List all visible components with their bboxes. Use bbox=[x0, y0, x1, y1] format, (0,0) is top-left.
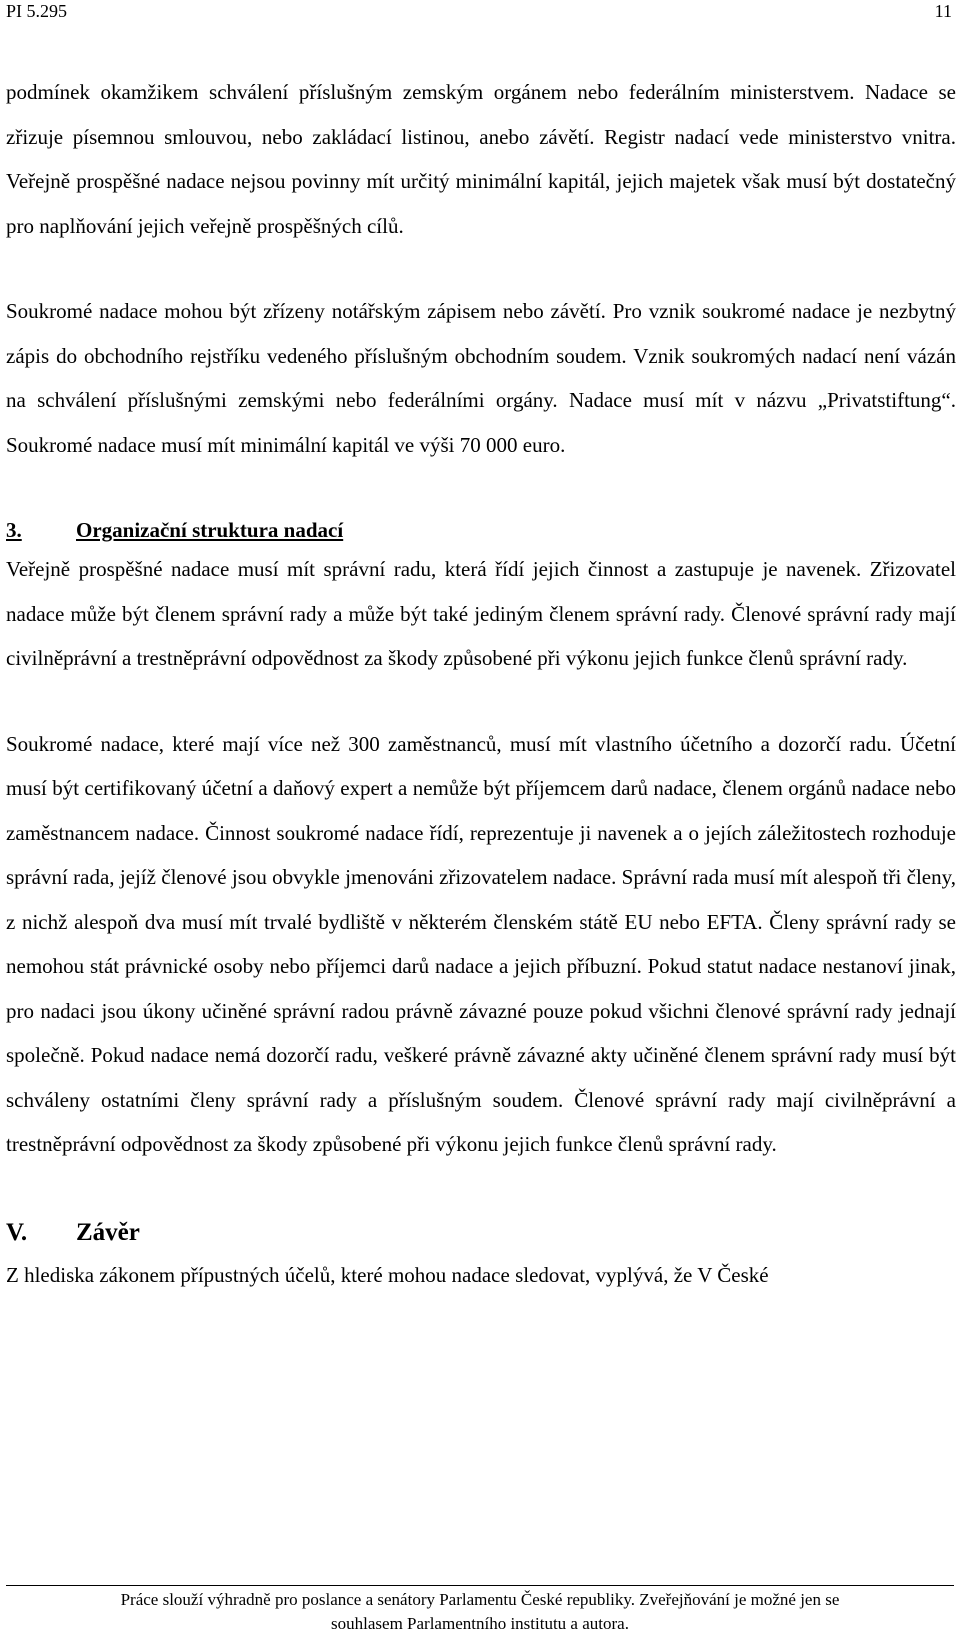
footer-divider bbox=[6, 1585, 954, 1586]
paragraph-board-public: Veřejně prospěšné nadace musí mít správní radu, která řídí jejich činnost a zastupuje je navenek. Zřizovatel nadace může být členem správní rady a může být také jediným členem správní rady. Členové správní rady mají civilněprávní a trestněprávní odpovědnost za škody způsobené při výkonu jejich funkce členů správní rady. bbox=[6, 557, 956, 670]
page-footer bbox=[6, 1588, 954, 1636]
chapter-title: Závěr bbox=[76, 1218, 140, 1246]
chapter-number: V. bbox=[6, 1218, 28, 1246]
section-title: Organizační struktura nadací bbox=[76, 518, 344, 542]
footer-line-2: souhlasem Parlamentního institutu a autora. bbox=[331, 1614, 629, 1633]
paragraph-board-private: Soukromé nadace, které mají více než 300 zaměstnanců, musí mít vlastního účetního a dozorčí radu. Účetní musí být certifikovaný účetní a daňový expert a nemůže být příjemcem darů nadace, členem orgánů nadace nebo zaměstnancem nadace. Činnost soukromé nadace řídí, reprezentuje ji navenek a o jejích záležitostech rozhoduje správní rada, jejíž členové jsou obvykle jmenováni zřizovatelem nadace. Správní rada musí mít alespoň tři členy, z nichž alespoň dva musí mít trvalé bydliště v některém členském státě EU nebo EFTA. Členy správní rady se nemohou stát právnické osoby nebo příjemci darů nadace a jejich příbuzní. Pokud statut nadace nestanoví jinak, pro nadaci jsou úkony učiněné správní radou právně závazné pouze pokud všichni členové správní rady jednají společně. Pokud nadace nemá dozorčí radu, veškeré právně závazné akty učiněné členem správní rady musí být schváleny ostatními členy správní rady a příslušným soudem. Členové správní rady mají civilněprávní a trestněprávní odpovědnost za škody způsobené při výkonu jejich funkce členů správní rady. bbox=[6, 731, 956, 1156]
document-id: PI 5.295 bbox=[6, 1, 68, 21]
paragraph-private-foundations: Soukromé nadace mohou být zřízeny notářským zápisem nebo závětí. Pro vznik soukromé nadace je nezbytný zápis do obchodního rejstříku vedeného příslušným obchodním soudem. Vznik soukromých nadací není vázán na schválení příslušnými zemskými nebo federálními orgány. Nadace musí mít v názvu „Privatstiftung“. Soukromé nadace musí mít minimální kapitál ve výši 70 000 euro. bbox=[6, 299, 956, 457]
paragraph-conclusion: Z hlediska zákonem přípustných účelů, které mohou nadace sledovat, vyplývá, že V České bbox=[6, 1262, 769, 1287]
paragraph-public-benefit-registration: podmínek okamžikem schválení příslušným zemským orgánem nebo federálním ministerstvem. Nadace se zřizuje písemnou smlouvou, nebo zakládací listinou, anebo závětí. Registr nadací vede ministerstvo vnitra. Veřejně prospěšné nadace nejsou povinny mít určitý minimální kapitál, jejich majetek však musí být dostatečný pro naplňování jejich veřejně prospěšných cílů. bbox=[6, 80, 956, 238]
footer-line-1: Práce slouží výhradně pro poslance a senátory Parlamentu České republiky. Zveřejňování je možné jen se bbox=[120, 1590, 840, 1609]
document-body bbox=[6, 70, 956, 1297]
section-heading bbox=[6, 513, 956, 547]
chapter-heading bbox=[6, 1213, 956, 1253]
page-header bbox=[6, 1, 954, 25]
page-number: 11 bbox=[934, 1, 952, 21]
section-number: 3. bbox=[6, 518, 22, 542]
